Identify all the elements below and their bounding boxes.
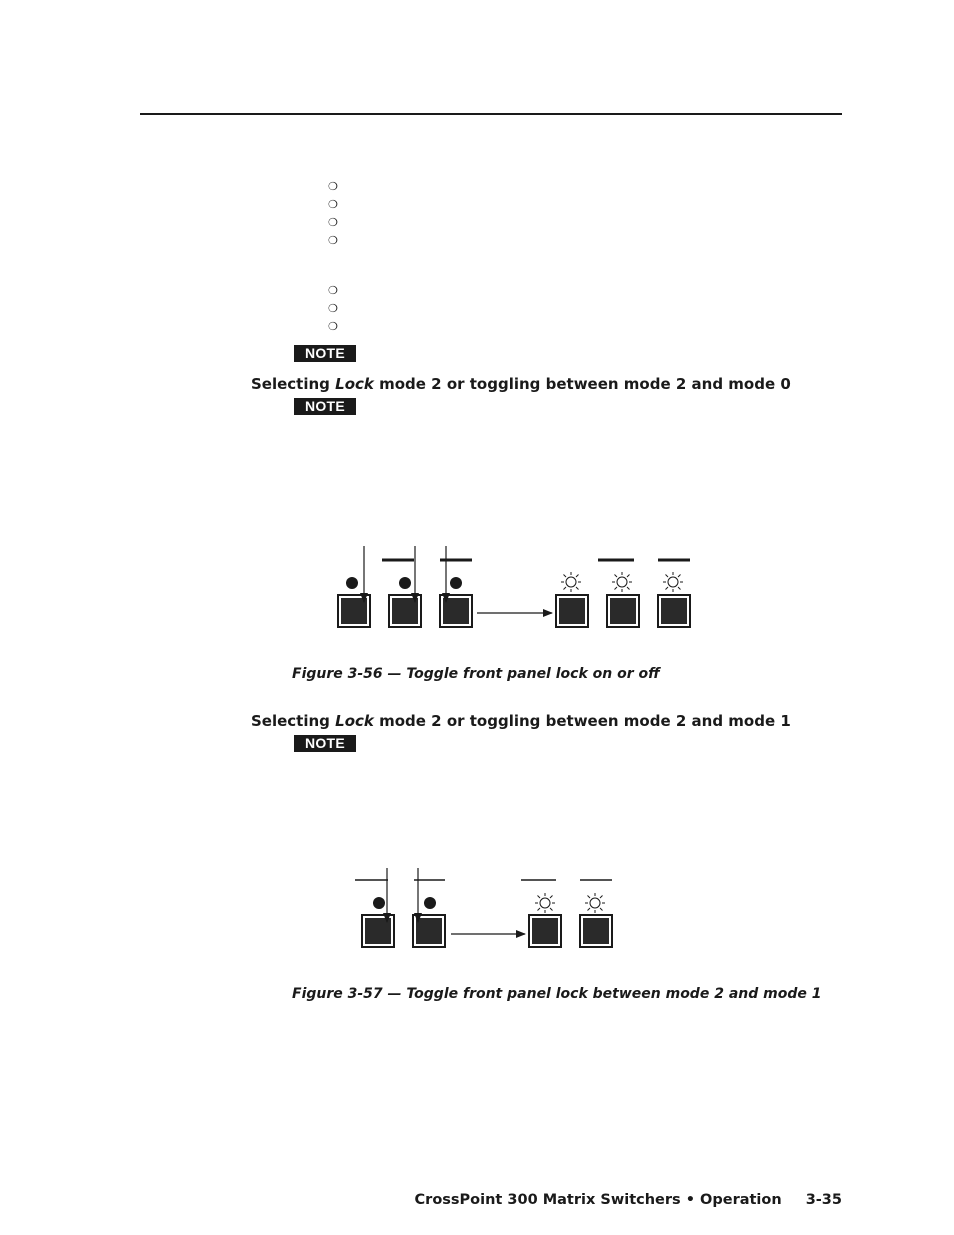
panel-button-2 [389, 595, 421, 627]
bullet-marker: ❍ [328, 198, 338, 211]
page-footer [415, 1191, 842, 1209]
heading-emphasis: Lock [335, 712, 374, 730]
panel-button-3 [440, 595, 472, 627]
panel-button-5 [607, 595, 639, 627]
section-heading-mode-2-0 [251, 375, 791, 393]
heading-text: Selecting [251, 375, 336, 393]
figure-3-57-caption: Figure 3-57 — Toggle front panel lock between mode 2 and mode 1 [292, 986, 822, 1002]
led-off-1 [373, 897, 385, 909]
heading-emphasis: Lock [335, 375, 374, 393]
bullet-marker: ❍ [328, 284, 338, 297]
heading-text: Selecting [251, 712, 336, 730]
footer-title: CrossPoint 300 Matrix Switchers • Operation [414, 1192, 782, 1208]
led-lit-icon [612, 572, 632, 592]
panel-button-4 [556, 595, 588, 627]
bullet-marker: ❍ [328, 320, 338, 333]
bullet-marker: ❍ [328, 180, 338, 193]
note-badge-3: NOTE [294, 735, 356, 752]
led-off-3 [450, 577, 462, 589]
note-badge-1: NOTE [294, 345, 356, 362]
panel-button-1 [338, 595, 370, 627]
led-lit-icon [535, 893, 555, 913]
bullet-marker: ❍ [328, 302, 338, 315]
led-off-2 [399, 577, 411, 589]
bullet-marker: ❍ [328, 234, 338, 247]
panel-button-6 [658, 595, 690, 627]
led-off-2 [424, 897, 436, 909]
page-number: 3-35 [805, 1192, 842, 1208]
header-rule [140, 113, 842, 115]
section-heading-mode-2-1 [251, 712, 791, 730]
bullet-marker: ❍ [328, 216, 338, 229]
panel-button-1 [362, 915, 394, 947]
led-lit-icon [585, 893, 605, 913]
figure-3-56-diagram [330, 540, 700, 640]
figure-3-57-diagram [350, 860, 620, 955]
figure-3-56-caption: Figure 3-56 — Toggle front panel lock on or off [292, 666, 660, 682]
led-off-1 [346, 577, 358, 589]
led-lit-icon [663, 572, 683, 592]
heading-text: mode 2 or toggling between mode 2 and mode 1 [373, 712, 791, 730]
heading-text: mode 2 or toggling between mode 2 and mode 0 [373, 375, 791, 393]
led-lit-icon [561, 572, 581, 592]
panel-button-3 [529, 915, 561, 947]
note-badge-2: NOTE [294, 398, 356, 415]
panel-button-4 [580, 915, 612, 947]
